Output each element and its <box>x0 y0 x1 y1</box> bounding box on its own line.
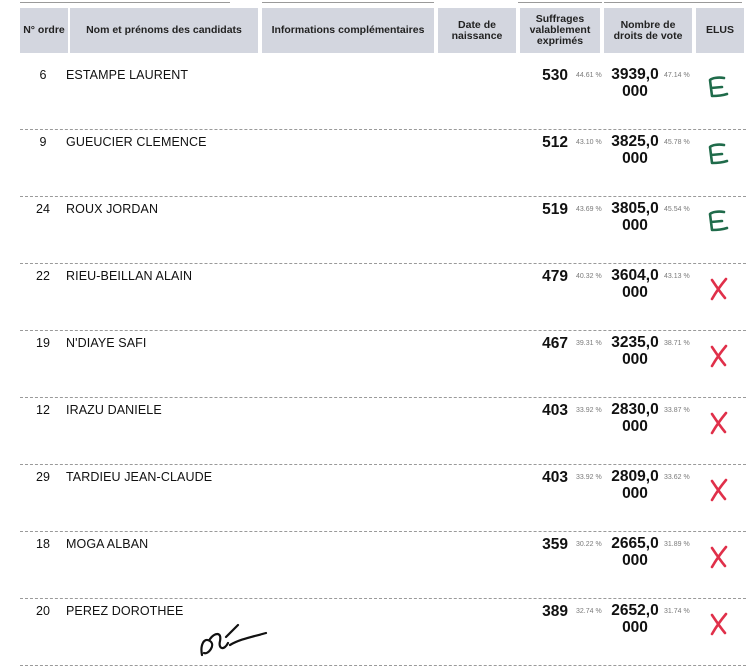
candidate-rights-pct: 47.14 % <box>664 72 690 79</box>
header-birth: Date de naissance <box>438 8 516 53</box>
candidate-order: 12 <box>36 403 50 417</box>
candidate-order: 6 <box>39 68 47 82</box>
candidate-votes-pct: 39.31 % <box>576 340 602 347</box>
table-row <box>0 197 746 264</box>
header-rights: Nombre de droits de vote <box>604 8 692 53</box>
candidate-rights: 2652,0 000 <box>611 602 659 636</box>
candidate-votes-pct: 44.61 % <box>576 72 602 79</box>
top-rule-segment <box>262 2 434 3</box>
handwritten-cross-icon <box>700 540 740 572</box>
table-row <box>0 63 746 130</box>
header-votes: Suffrages valablement exprimés <box>520 8 600 53</box>
handwritten-cross-icon <box>700 406 740 438</box>
candidate-rights-pct: 45.54 % <box>664 206 690 213</box>
candidate-votes: 530 <box>542 67 568 84</box>
handwritten-cross-icon <box>700 272 740 304</box>
signature-icon <box>180 615 290 657</box>
candidate-votes-pct: 40.32 % <box>576 273 602 280</box>
candidate-rights: 2665,0 000 <box>611 535 659 569</box>
table-row <box>0 398 746 465</box>
table-row <box>0 331 746 398</box>
handwritten-e-icon <box>700 138 740 170</box>
candidate-votes: 467 <box>542 335 568 352</box>
candidate-rights-pct: 45.78 % <box>664 139 690 146</box>
candidate-order: 9 <box>39 135 47 149</box>
candidate-rights: 3825,0 000 <box>611 133 659 167</box>
candidate-rights-pct: 33.87 % <box>664 407 690 414</box>
candidate-votes-pct: 33.92 % <box>576 474 602 481</box>
candidate-rights: 3235,0 000 <box>611 334 659 368</box>
candidate-name: RIEU-BEILLAN ALAIN <box>66 269 193 283</box>
header-order: N° ordre <box>20 8 68 53</box>
handwritten-e-icon <box>700 205 740 237</box>
handwritten-e-icon <box>700 71 740 103</box>
table-row <box>0 532 746 599</box>
candidate-votes: 479 <box>542 268 568 285</box>
candidate-votes: 389 <box>542 603 568 620</box>
candidate-rights-pct: 31.74 % <box>664 608 690 615</box>
candidate-votes: 512 <box>542 134 568 151</box>
header-info: Informations complémentaires <box>262 8 434 53</box>
candidate-rights-pct: 43.13 % <box>664 273 690 280</box>
top-rule-segment <box>604 2 742 3</box>
candidate-votes-pct: 32.74 % <box>576 608 602 615</box>
handwritten-cross-icon <box>700 339 740 371</box>
table-row <box>0 599 746 666</box>
table-row <box>0 465 746 532</box>
table-row <box>0 130 746 197</box>
table-row <box>0 264 746 331</box>
candidate-votes: 359 <box>542 536 568 553</box>
candidate-order: 20 <box>36 604 50 618</box>
candidate-name: IRAZU DANIELE <box>66 403 162 417</box>
candidate-votes: 519 <box>542 201 568 218</box>
table-header <box>0 8 746 53</box>
top-rule <box>0 0 746 6</box>
candidate-order: 19 <box>36 336 50 350</box>
candidate-name: ESTAMPE LAURENT <box>66 68 189 82</box>
candidate-rights-pct: 38.71 % <box>664 340 690 347</box>
candidate-name: GUEUCIER CLEMENCE <box>66 135 207 149</box>
candidate-rights: 2809,0 000 <box>611 468 659 502</box>
candidate-order: 22 <box>36 269 50 283</box>
candidate-votes: 403 <box>542 469 568 486</box>
candidate-rights-pct: 33.62 % <box>664 474 690 481</box>
candidate-votes: 403 <box>542 402 568 419</box>
header-elected: ELUS <box>696 8 744 53</box>
candidate-name: MOGA ALBAN <box>66 537 149 551</box>
candidate-name: ROUX JORDAN <box>66 202 159 216</box>
candidate-rights: 3805,0 000 <box>611 200 659 234</box>
candidate-rights: 2830,0 000 <box>611 401 659 435</box>
candidate-order: 29 <box>36 470 50 484</box>
candidate-name: PEREZ DOROTHEE <box>66 604 184 618</box>
top-rule-segment <box>20 2 230 3</box>
candidate-rights: 3604,0 000 <box>611 267 659 301</box>
handwritten-cross-icon <box>700 607 740 639</box>
header-name: Nom et prénoms des candidats <box>70 8 258 53</box>
handwritten-cross-icon <box>700 473 740 505</box>
candidate-rights: 3939,0 000 <box>611 66 659 100</box>
candidate-votes-pct: 43.10 % <box>576 139 602 146</box>
candidate-name: N'DIAYE SAFI <box>66 336 147 350</box>
candidate-order: 24 <box>36 202 50 216</box>
candidate-name: TARDIEU JEAN-CLAUDE <box>66 470 213 484</box>
candidate-order: 18 <box>36 537 50 551</box>
candidate-votes-pct: 43.69 % <box>576 206 602 213</box>
candidate-votes-pct: 33.92 % <box>576 407 602 414</box>
candidate-rights-pct: 31.89 % <box>664 541 690 548</box>
candidate-votes-pct: 30.22 % <box>576 541 602 548</box>
top-rule-segment <box>518 2 602 3</box>
